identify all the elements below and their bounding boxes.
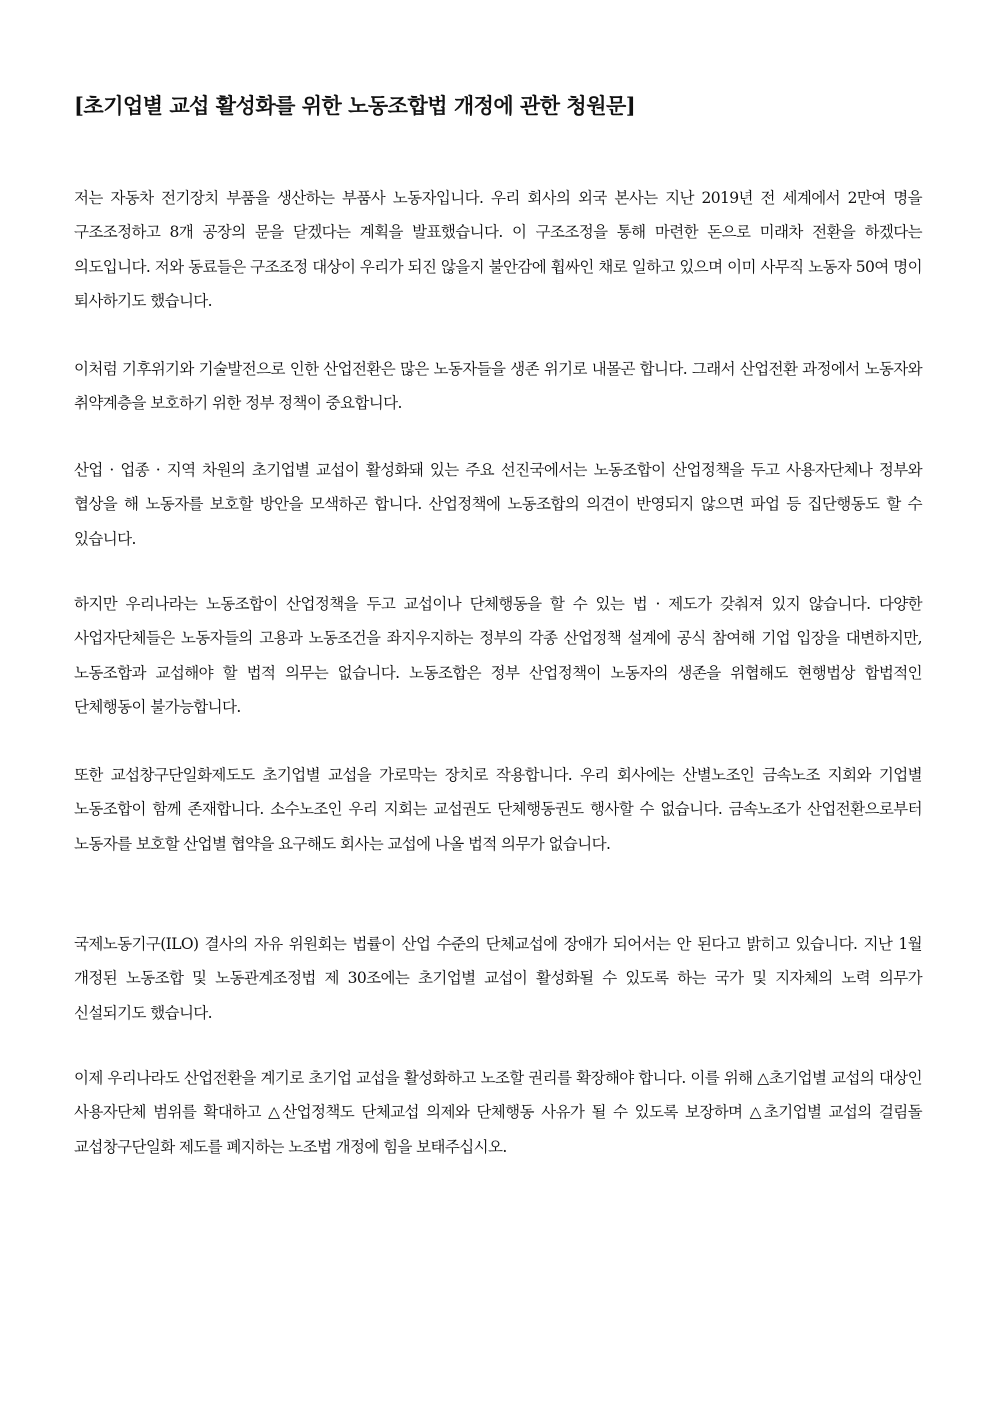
paragraph-1: 저는 자동차 전기장치 부품을 생산하는 부품사 노동자입니다. 우리 회사의 외국 본사는 지난 2019년 전 세계에서 2만여 명을 구조조정하고 8개 공장의 문을 닫겠다는 계획을 발표했습니다. 이 구조조정을 통해 마련한 돈으로 미래차 전환을 하겠다는 의도입니다. 저와 동료들은 구조조정 대상이 우리가 되진 않을지 불안감에 휩싸인 채로 일하고 있으며 이미 사무직 노동자 50여 명이 퇴사하기도 했습니다. (74, 188, 922, 310)
paragraph-7: 이제 우리나라도 산업전환을 계기로 초기업 교섭을 활성화하고 노조할 권리를 확장해야 합니다. 이를 위해 △초기업별 교섭의 대상인 사용자단체 범위를 확대하고 △산업정책도 단체교섭 의제와 단체행동 사유가 될 수 있도록 보장하며 △초기업별 교섭의 걸림돌 교섭창구단일화 제도를 폐지하는 노조법 개정에 힘을 보태주십시오. (74, 1068, 922, 1156)
paragraph-3: 산업 · 업종 · 지역 차원의 초기업별 교섭이 활성화돼 있는 주요 선진국에서는 노동조합이 산업정책을 두고 사용자단체나 정부와 협상을 해 노동자를 보호할 방안을 모색하곤 합니다. 산업정책에 노동조합의 의견이 반영되지 않으면 파업 등 집단행동도 할 수 있습니다. (74, 460, 922, 548)
paragraph-5: 또한 교섭창구단일화제도도 초기업별 교섭을 가로막는 장치로 작용합니다. 우리 회사에는 산별노조인 금속노조 지회와 기업별 노동조합이 함께 존재합니다. 소수노조인 우리 지회는 교섭권도 단체행동권도 행사할 수 없습니다. 금속노조가 산업전환으로부터 노동자를 보호할 산업별 협약을 요구해도 회사는 교섭에 나올 법적 의무가 없습니다. (74, 765, 922, 853)
paragraph-6: 국제노동기구(ILO) 결사의 자유 위원회는 법률이 산업 수준의 단체교섭에 장애가 되어서는 안 된다고 밝히고 있습니다. 지난 1월 개정된 노동조합 및 노동관계조정법 제 30조에는 초기업별 교섭이 활성화될 수 있도록 하는 국가 및 지자체의 노력 의무가 신설되기도 했습니다. (74, 934, 922, 1022)
paragraph-4: 하지만 우리나라는 노동조합이 산업정책을 두고 교섭이나 단체행동을 할 수 있는 법 · 제도가 갖춰져 있지 않습니다. 다양한 사업자단체들은 노동자들의 고용과 노동조건을 좌지우지하는 정부의 각종 산업정책 설계에 공식 참여해 기업 입장을 대변하지만, 노동조합과 교섭해야 할 법적 의무는 없습니다. 노동조합은 정부 산업정책이 노동자의 생존을 위협해도 현행법상 합법적인 단체행동이 불가능합니다. (74, 594, 922, 716)
paragraph-2: 이처럼 기후위기와 기술발전으로 인한 산업전환은 많은 노동자들을 생존 위기로 내몰곤 합니다. 그래서 산업전환 과정에서 노동자와 취약계층을 보호하기 위한 정부 정책이 중요합니다. (74, 359, 922, 412)
document-title: [초기업별 교섭 활성화를 위한 노동조합법 개정에 관한 청원문] (74, 93, 636, 118)
